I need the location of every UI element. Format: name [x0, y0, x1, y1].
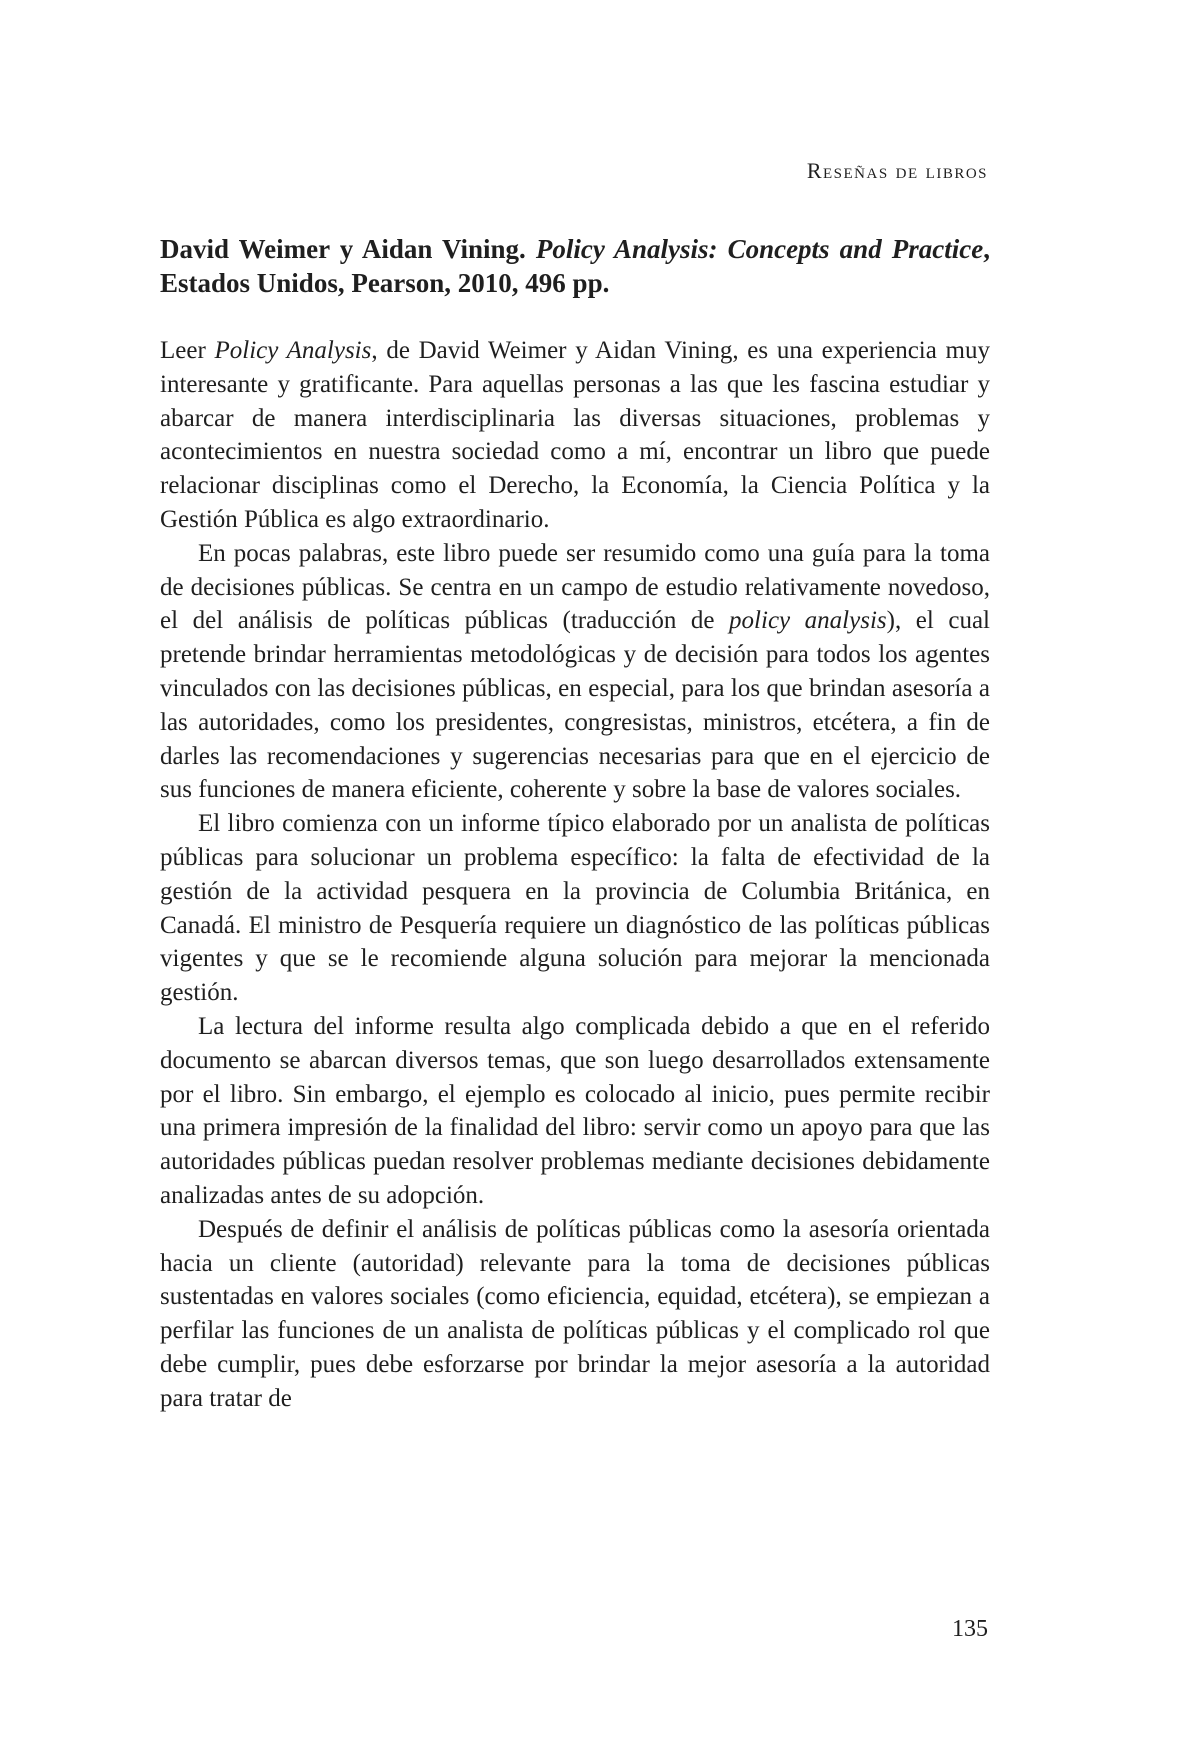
paragraph-1-text-b: , de David Weimer y Aidan Vining, es una experiencia muy interesante y gratificante. Para aquellas personas a las que les fascina estudiar y abarcar de manera interdisciplinaria las diversas situaciones, problemas y acontecimientos en nuestra sociedad como a mí, encontrar un libro que puede relacionar disciplinas como el Derecho, la Economía, la Ciencia Política y la Gestión Pública es algo extraordinario. — [160, 337, 991, 533]
paragraph-2-text-b: ), el cual pretende brindar herramientas metodológicas y de decisión para todos los agentes vinculados con las decisiones públicas, en especial, para los que brindan asesoría a las autoridades, como los presidentes, congresistas, ministros, etcétera, a fin de darles las recomendaciones y sugerencias necesarias para que en el ejercicio de sus funciones de manera eficiente, coherente y sobre la base de valores sociales. — [160, 607, 991, 804]
paragraph-3: El libro comienza con un informe típico elaborado por un analista de políticas públicas para solucionar un problema específico: la falta de efectividad de la gestión de la actividad pesquera en la provincia de Columbia Británica, en Canadá. El ministro de Pesquería requiere un diagnóstico de las políticas públicas vigentes y que se le recomiende alguna solución para mejorar la mencionada gestión. — [160, 810, 990, 1007]
reference-publication: , Estados Unidos, Pearson, 2010, 496 pp. — [160, 234, 990, 298]
paragraph-2 — [160, 537, 990, 807]
paragraph-4: La lectura del informe resulta algo complicada debido a que en el referido documento se abarcan diversos temas, que son luego desarrollados extensamente por el libro. Sin embargo, el ejemplo es colocado al inicio, pues permite recibir una primera impresión de la finalidad del libro: servir como un apoyo para que las autoridades públicas puedan resolver problemas mediante decisiones debidamente analizadas antes de su adopción. — [160, 1012, 990, 1209]
page-number: 135 — [952, 1616, 988, 1642]
running-head: Reseñas de libros — [806, 158, 988, 183]
paragraph-1-italic: Policy Analysis — [214, 337, 372, 364]
review-body — [160, 334, 990, 1416]
paragraph-1-text-a: Leer — [160, 337, 215, 364]
paragraph-2-italic: policy analysis — [729, 607, 887, 635]
reference-title: Policy Analysis: Concepts and Practice — [535, 234, 984, 264]
reference-authors: David Weimer y Aidan Vining. — [160, 234, 526, 264]
paragraph-2-text-a: En pocas palabras, este libro puede ser resumido como una guía para la toma de decisiones públicas. Se centra en un campo de estudio relativamente novedoso, el del análisis de políticas públicas (traducción de — [160, 539, 990, 635]
paragraph-5: Después de definir el análisis de políticas públicas como la asesoría orientada hacia un cliente (autoridad) relevante para la toma de decisiones públicas sustentadas en valores sociales (como eficiencia, equidad, etcétera), se empiezan a perfilar las funciones de un analista de políticas públicas y el complicado rol que debe cumplir, pues debe esforzarse por brindar la mejor asesoría a la autoridad para tratar de — [160, 1215, 990, 1412]
paragraph-1 — [160, 334, 990, 537]
book-reference — [160, 232, 990, 300]
